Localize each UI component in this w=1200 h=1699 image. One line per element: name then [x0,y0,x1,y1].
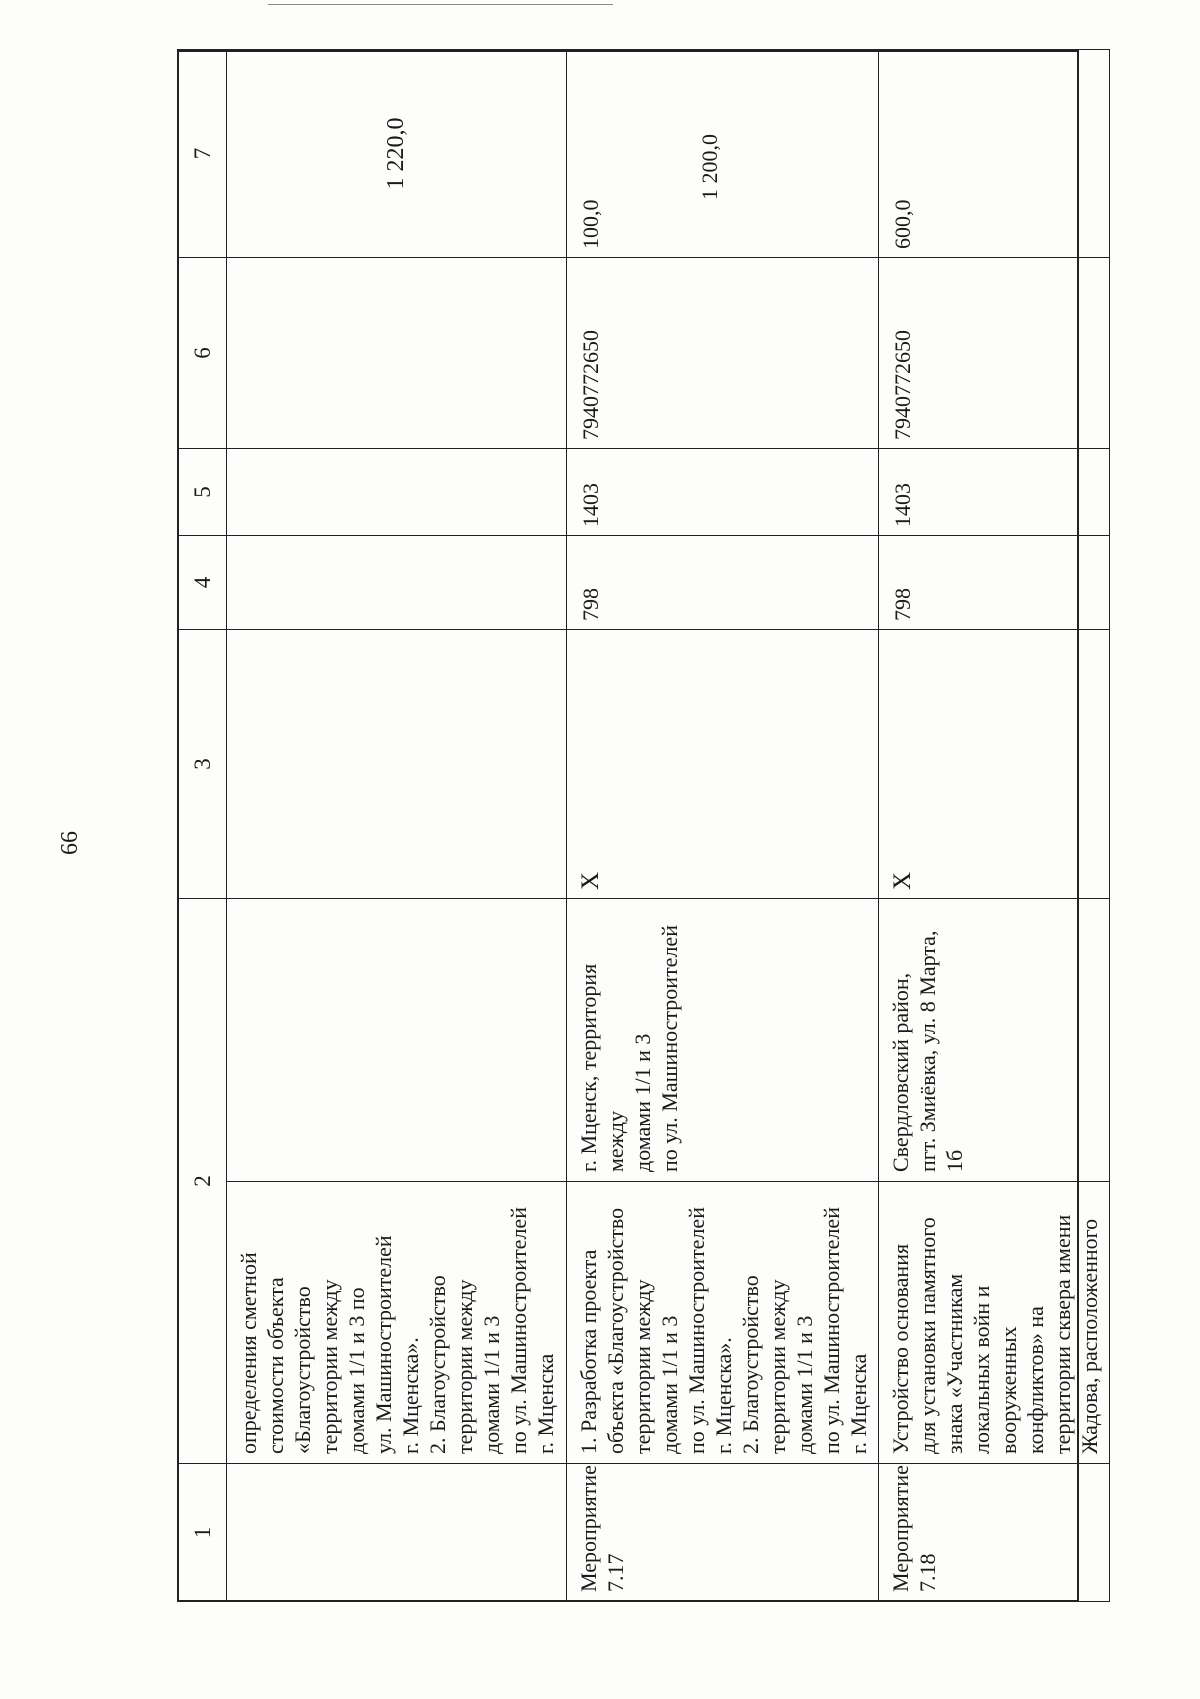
cell-address: г. Мценск, территория между домами 1/1 и 3 по ул. Машиностроителей [567,899,879,1182]
table-row [227,50,567,1602]
cell-col-5: 1403 [567,449,879,536]
cell-amount: 600,0 [879,50,1110,258]
cell-address [227,899,567,1182]
header-col-3: 3 [178,630,227,899]
page-number: 66 [57,831,83,855]
cell-amount [567,50,879,258]
amount-top: 100,0 [578,199,603,249]
amount-mid: 1 200,0 [697,134,722,200]
cell-description: Устройство основания для установки памятного знака «Участникам локальных войн и вооруженных конфликтов» на территории сквера имени Жадова, расположенного [879,1182,1110,1464]
header-row [178,50,227,1602]
cell-amount: 1 220,0 [227,50,567,258]
budget-table [177,49,1110,1602]
header-col-7: 7 [178,50,227,258]
cell-description: 1. Разработка проекта объекта «Благоустройство территории между домами 1/1 и 3 по ул. Машиностроителей г. Мценска». 2. Благоустройство территории между домами 1/1 и 3 по ул. Машиностроителей г. Мценска [567,1182,879,1464]
rotated-table-container [177,50,1102,1602]
cell-col-4: 798 [879,536,1110,630]
cell-col-3: Х [879,630,1110,899]
cell-address: Свердловский район, пгт. Змиёвка, ул. 8 Марта, 1б [879,899,1110,1182]
cell-activity: Мероприятие 7.17 [567,1464,879,1602]
cell-col-6: 7940772650 [879,258,1110,449]
cell-activity: Мероприятие 7.18 [879,1464,1110,1602]
header-col-5: 5 [178,449,227,536]
cell-col-6 [227,258,567,449]
header-col-6: 6 [178,258,227,449]
header-col-2: 2 [178,899,227,1464]
table-row [567,50,879,1602]
table-frame [177,50,1102,1602]
table-row [879,50,1110,1602]
cell-activity [227,1464,567,1602]
top-rule [268,4,613,5]
cell-col-4 [227,536,567,630]
cell-col-3 [227,630,567,899]
cell-col-6: 7940772650 [567,258,879,449]
cell-col-5: 1403 [879,449,1110,536]
cell-description: определения сметной стоимости объекта «Благоустройство территории между домами 1/1 и 3 по ул. Машиностроителей г. Мценска». 2. Благоустройство территории между домами 1/1 и 3 по ул. Машиностроителей г. Мценска [227,1182,567,1464]
header-col-4: 4 [178,536,227,630]
cell-col-4: 798 [567,536,879,630]
cell-col-3: Х [567,630,879,899]
header-col-1: 1 [178,1464,227,1602]
cell-col-5 [227,449,567,536]
